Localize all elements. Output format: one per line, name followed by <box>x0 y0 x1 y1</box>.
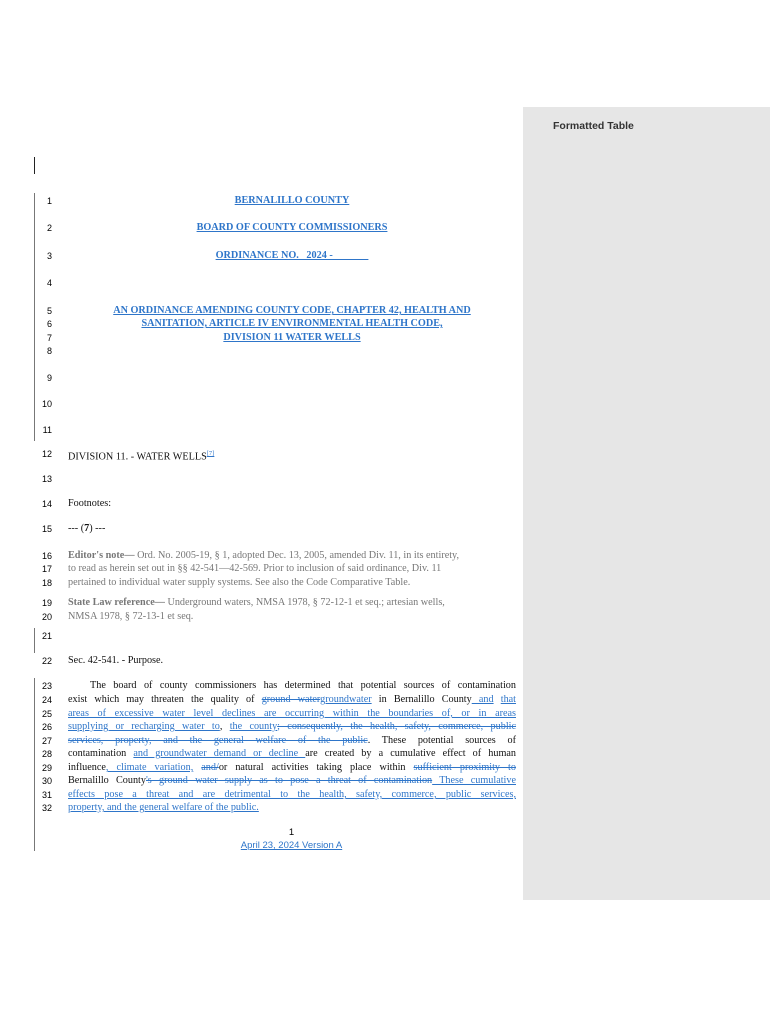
paragraph-line <box>68 734 516 748</box>
line-number: 20 <box>41 612 52 622</box>
paragraph-line: The board of county commissioners has determined that potential sources of contamination <box>90 680 516 691</box>
line-number: 6 <box>46 319 52 329</box>
text-run: in Bernalillo County <box>371 694 472 705</box>
line-number: 27 <box>41 736 52 746</box>
line-number: 8 <box>46 346 52 356</box>
text-cursor <box>34 157 35 174</box>
line-number: 7 <box>46 333 52 343</box>
paragraph-line <box>68 693 516 707</box>
deleted-text: services, property, and the general welfare of the public <box>68 735 368 746</box>
paragraph-line <box>68 761 516 775</box>
text-run: or natural activities taking place within <box>218 762 414 773</box>
line-number: 9 <box>46 373 52 383</box>
paragraph-line: property, and the general welfare of the public. <box>68 802 259 813</box>
line-number: 1 <box>46 196 52 206</box>
deleted-text: sufficient proximity to <box>413 762 516 773</box>
inserted-text: , climate variation, <box>105 762 194 773</box>
line-number: 17 <box>41 564 52 574</box>
footnote-marker-post: ) --- <box>89 523 106 534</box>
text-run: Bernalillo County <box>68 775 146 786</box>
editors-note-line: pertained to individual water supply systems. See also the Code Comparative Table. <box>68 577 411 588</box>
line-number: 19 <box>41 598 52 608</box>
footnote-ref-link[interactable]: [7] <box>206 450 215 457</box>
version-footer: April 23, 2024 Version A <box>240 840 343 851</box>
editors-note-line: to read as herein set out in §§ 42-541—42-569. Prior to inclusion of said ordinance, Div. 11 <box>68 563 442 574</box>
inserted-text: that <box>500 694 517 705</box>
state-law-label: State Law reference— <box>68 597 165 608</box>
board-heading: BOARD OF COUNTY COMMISSIONERS <box>196 222 388 233</box>
ordinance-title-line: DIVISION 11 WATER WELLS <box>223 332 361 343</box>
text-run: influence <box>68 762 106 773</box>
inserted-text: and <box>471 694 494 705</box>
text-run: . These potential sources of <box>367 735 516 746</box>
line-number: 30 <box>41 776 52 786</box>
line-number: 24 <box>41 695 52 705</box>
footnote-marker-pre: --- ( <box>68 523 85 534</box>
line-number: 26 <box>41 722 52 732</box>
inserted-text: These cumulative <box>432 775 516 786</box>
line-number: 14 <box>41 499 52 509</box>
text-run: contamination <box>68 748 134 759</box>
inserted-text: and groundwater demand or decline <box>133 748 306 759</box>
ordinance-title-line: SANITATION, ARTICLE IV ENVIRONMENTAL HEALTH CODE, <box>141 318 443 329</box>
footnotes-label: Footnotes: <box>68 498 112 509</box>
editors-note-text: Ord. No. 2005-19, § 1, adopted Dec. 13, 2005, amended Div. 11, in its entirety, <box>134 550 460 561</box>
comment-pane <box>523 107 770 900</box>
editors-note-label: Editor's note— <box>68 550 135 561</box>
line-number: 3 <box>46 251 52 261</box>
deleted-text: ; consequently, the health, safety, commerce, public <box>277 721 517 732</box>
deleted-text: 's ground water supply as to pose a threat of contamination <box>145 775 433 786</box>
text-run: are created by a cumulative effect of human <box>305 748 516 759</box>
division-heading <box>68 447 214 464</box>
inserted-text: supplying or recharging water to <box>68 721 220 732</box>
text-run: , <box>219 721 230 732</box>
deleted-text: ground water <box>261 694 321 705</box>
footnote-marker <box>68 522 105 536</box>
line-number: 15 <box>41 524 52 534</box>
line-number: 13 <box>41 474 52 484</box>
state-law-text: Underground waters, NMSA 1978, § 72-12-1 et seq.; artesian wells, <box>164 597 445 608</box>
inserted-text: groundwater <box>320 694 372 705</box>
page-number: 1 <box>288 827 295 838</box>
comment-pane-title: Formatted Table <box>553 120 634 132</box>
line-number: 11 <box>42 425 52 435</box>
line-number: 10 <box>41 399 52 409</box>
inserted-text: the county <box>229 721 278 732</box>
line-number: 5 <box>46 306 52 316</box>
line-number: 31 <box>41 790 52 800</box>
footnote-marker-num: 7 <box>84 523 90 534</box>
section-heading: Sec. 42-541. - Purpose. <box>68 655 164 666</box>
state-law-line: NMSA 1978, § 72-13-1 et seq. <box>68 611 194 622</box>
deleted-text: and/ <box>201 762 219 773</box>
line-number: 12 <box>41 449 52 459</box>
paragraph-line <box>68 774 516 788</box>
line-number: 18 <box>41 578 52 588</box>
line-number: 16 <box>41 551 52 561</box>
line-number: 2 <box>46 223 52 233</box>
line-number: 4 <box>46 278 52 288</box>
line-number: 22 <box>41 656 52 666</box>
line-number: 32 <box>41 803 52 813</box>
paragraph-line: effects pose a threat and are detrimental to the health, safety, commerce, public services, <box>68 789 516 800</box>
text-run <box>494 694 501 705</box>
county-heading: BERNALILLO COUNTY <box>234 195 350 206</box>
paragraph-line <box>68 720 516 734</box>
line-number: 21 <box>41 631 52 641</box>
text-run: exist which may threaten the quality of <box>68 694 262 705</box>
line-number: 23 <box>41 681 52 691</box>
ordinance-number: ORDINANCE NO. 2024 - <box>215 250 369 261</box>
state-law-line <box>68 596 445 610</box>
paragraph-line <box>68 747 516 761</box>
paragraph-line: areas of excessive water level declines are occurring within the boundaries of, or in areas <box>68 708 516 719</box>
line-number: 25 <box>41 709 52 719</box>
line-number: 28 <box>41 749 52 759</box>
ordinance-title-line: AN ORDINANCE AMENDING COUNTY CODE, CHAPTER 42, HEALTH AND <box>113 305 471 316</box>
division-heading-text: DIVISION 11. - WATER WELLS <box>68 451 207 463</box>
line-number: 29 <box>41 763 52 773</box>
editors-note-line <box>68 549 459 563</box>
